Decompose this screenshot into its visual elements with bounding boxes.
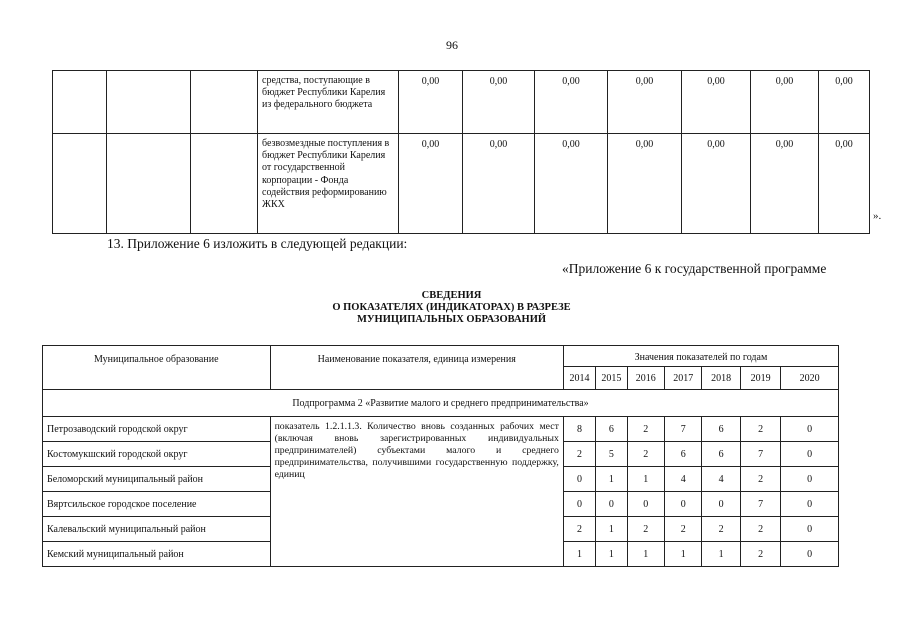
municipality-name: Костомукшский городской округ (43, 442, 271, 467)
value-cell: 0,00 (682, 71, 751, 134)
value-cell: 2 (563, 517, 595, 542)
value-cell: 0,00 (608, 71, 682, 134)
year-header: 2018 (702, 367, 740, 390)
value-cell: 0,00 (399, 134, 463, 234)
year-header: 2017 (665, 367, 702, 390)
value-cell: 1 (702, 542, 740, 567)
value-cell: 2 (627, 442, 664, 467)
value-cell: 0,00 (819, 134, 870, 234)
value-cell: 0 (627, 492, 664, 517)
column-header-municipality: Муниципальное образование (43, 346, 271, 390)
value-cell: 0 (665, 492, 702, 517)
value-cell: 2 (740, 417, 780, 442)
value-cell: 0,00 (751, 134, 819, 234)
table-row (53, 134, 870, 234)
value-cell: 8 (563, 417, 595, 442)
value-cell: 2 (665, 517, 702, 542)
indicator-description: показатель 1.2.1.1.3. Количество вновь созданных рабочих мест (включая вновь зарегистрированных индивидуальных предпринимателей) субъектами малого и среднего предпринимательства, получившими государственную поддержку, единиц (270, 417, 563, 567)
value-cell: 6 (596, 417, 627, 442)
value-cell: 0,00 (399, 71, 463, 134)
value-cell: 2 (702, 517, 740, 542)
value-cell: 7 (740, 442, 780, 467)
value-cell: 7 (740, 492, 780, 517)
value-cell: 0,00 (682, 134, 751, 234)
value-cell: 0 (781, 442, 839, 467)
value-cell: 2 (627, 417, 664, 442)
value-cell: 1 (627, 467, 664, 492)
value-cell: 6 (702, 442, 740, 467)
municipality-name: Кемский муниципальный район (43, 542, 271, 567)
value-cell: 0,00 (463, 71, 535, 134)
value-cell: 5 (596, 442, 627, 467)
empty-cell (53, 134, 107, 234)
value-cell: 0 (563, 492, 595, 517)
value-cell: 0,00 (535, 134, 608, 234)
value-cell: 2 (740, 517, 780, 542)
empty-cell (107, 71, 191, 134)
value-cell: 1 (627, 542, 664, 567)
municipality-name: Петрозаводский городской округ (43, 417, 271, 442)
value-cell: 1 (665, 542, 702, 567)
value-cell: 0,00 (751, 71, 819, 134)
value-cell: 0 (781, 492, 839, 517)
value-cell: 1 (563, 542, 595, 567)
table-row (43, 417, 839, 442)
value-cell: 0,00 (819, 71, 870, 134)
value-cell: 2 (740, 467, 780, 492)
heading-line: О ПОКАЗАТЕЛЯХ (ИНДИКАТОРАХ) В РАЗРЕЗЕ (332, 302, 571, 314)
municipality-name: Калевальский муниципальный район (43, 517, 271, 542)
table-row (53, 71, 870, 134)
municipality-name: Беломорский муниципальный район (43, 467, 271, 492)
amendment-item: 13. Приложение 6 изложить в следующей редакции: (107, 236, 408, 251)
subprogram-title: Подпрограмма 2 «Развитие малого и среднего предпринимательства» (43, 390, 839, 417)
subprogram-row (43, 390, 839, 417)
empty-cell (191, 134, 258, 234)
value-cell: 1 (596, 542, 627, 567)
value-cell: 1 (596, 517, 627, 542)
heading-line: МУНИЦИПАЛЬНЫХ ОБРАЗОВАНИЙ (356, 314, 547, 326)
indicators-table (42, 345, 839, 567)
municipality-name: Вяртсильское городское поселение (43, 492, 271, 517)
value-cell: 0 (702, 492, 740, 517)
value-cell: 0,00 (608, 134, 682, 234)
source-description: безвозмездные поступления в бюджет Республики Карелия от государственной корпорации - Фонда содействия реформированию ЖКХ (258, 134, 399, 234)
value-cell: 2 (563, 442, 595, 467)
value-cell: 4 (702, 467, 740, 492)
value-cell: 0,00 (535, 71, 608, 134)
value-cell: 1 (596, 467, 627, 492)
value-cell: 0 (781, 517, 839, 542)
empty-cell (107, 134, 191, 234)
year-header: 2019 (740, 367, 780, 390)
budget-sources-table (52, 70, 870, 234)
column-header-indicator: Наименование показателя, единица измерения (270, 346, 563, 390)
value-cell: 4 (665, 467, 702, 492)
column-header-values: Значения показателей по годам (563, 346, 838, 367)
closing-quote: ». (873, 210, 882, 222)
value-cell: 6 (665, 442, 702, 467)
section-heading (250, 290, 653, 326)
header-row (43, 346, 839, 367)
value-cell: 0 (596, 492, 627, 517)
empty-cell (191, 71, 258, 134)
year-header: 2014 (563, 367, 595, 390)
value-cell: 0 (781, 542, 839, 567)
value-cell: 0 (781, 467, 839, 492)
year-header: 2020 (781, 367, 839, 390)
appendix-reference: «Приложение 6 к государственной программе (562, 261, 827, 276)
page-number: 96 (446, 38, 458, 52)
value-cell: 6 (702, 417, 740, 442)
value-cell: 2 (627, 517, 664, 542)
year-header: 2016 (627, 367, 664, 390)
year-header: 2015 (596, 367, 627, 390)
empty-cell (53, 71, 107, 134)
heading-line: СВЕДЕНИЯ (421, 290, 482, 301)
source-description: средства, поступающие в бюджет Республики Карелия из федерального бюджета (258, 71, 399, 134)
value-cell: 0 (563, 467, 595, 492)
value-cell: 7 (665, 417, 702, 442)
value-cell: 0,00 (463, 134, 535, 234)
value-cell: 0 (781, 417, 839, 442)
value-cell: 2 (740, 542, 780, 567)
